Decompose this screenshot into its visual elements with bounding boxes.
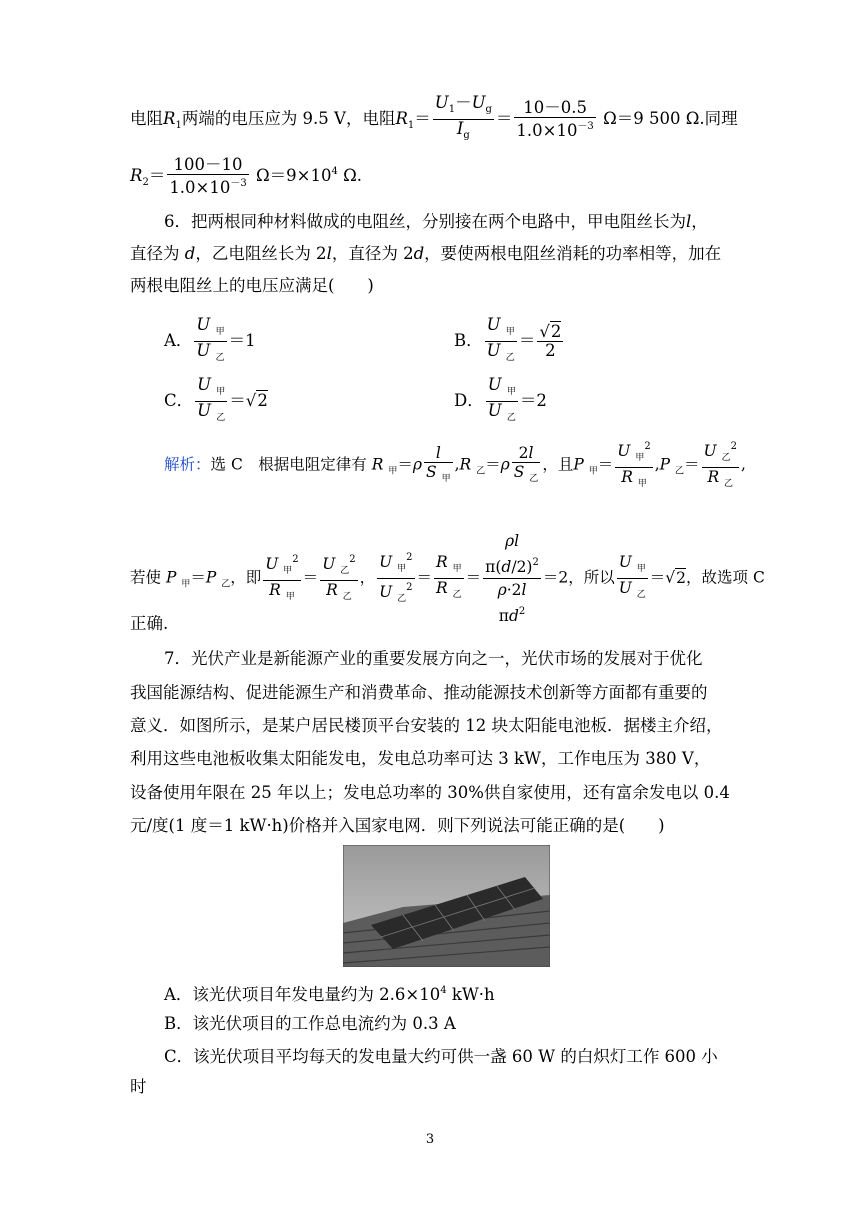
q6-analysis-line-2: 若使 P $_甲$＝P $_乙$，即 U $_甲^2$ R $_甲$ ＝ U $_乙^2$ R $_乙$ ， U $_甲^2$ U $_乙^2$ ＝ R $_甲$ R $_乙$ ＝ ρl $\pi(d/2)^2$ ρ·2l $\pi d^2$ ＝2，所以 U $_甲$ U $_乙$ ＝√2，故选项 C (130, 532, 765, 625)
q6-option-d: D． U $_甲$ U $_乙$ ＝2 (454, 375, 547, 423)
q7-stem-line-3: 意义．如图所示，是某户居民楼顶平台安装的 12 块太阳能电池板．据楼主介绍， (130, 716, 723, 735)
q7-stem-line-1: 7．光伏产业是新能源产业的重要发展方向之一，光伏市场的发展对于优化 (164, 649, 703, 668)
q7-stem-line-5: 设备使用年限在 25 年以上；发电总功率的 30%供自家使用，还有富余发电以 0.4 (130, 783, 730, 802)
q7-option-a: A．该光伏项目年发电量约为 $2.6\times 10^4$ kW·h (164, 985, 495, 1004)
prev-solution-line-1: 电阻$R_1$两端的电压应为 9.5 V，电阻$R_1=$ $\frac{U_1-U_g}{I_g}$ ＝ $\frac{10-0.5}{1.0\times 10^{-3}}$ Ω＝9 500 Ω.同理 (130, 94, 730, 145)
q6-analysis-line-3: 正确. (130, 614, 169, 633)
fraction-r2-values: $\frac{100-10}{1.0\times 10^{-3}}$ (169, 155, 247, 197)
q7-option-c-line-2: 时 (130, 1077, 147, 1096)
q6-stem-line-2: 直径为 d，乙电阻丝长为 2l，直径为 2d，要使两根电阻丝消耗的功率相等，加在 (130, 244, 722, 263)
fraction-r1: $\frac{U_1-U_g}{I_g}$ (434, 93, 492, 141)
solar-panels-photo (343, 845, 550, 967)
prev-solution-line-2: $R_2=$ $\frac{100-10}{1.0\times 10^{-3}}$ $\Omega=9\times 10^4$ Ω. (130, 155, 363, 197)
compound-fraction: ρl $\pi(d/2)^2$ ρ·2l $\pi d^2$ (485, 532, 539, 625)
q7-option-b: B．该光伏项目的工作总电流约为 0.3 A (164, 1014, 456, 1033)
q6-stem-line-1: 6．把两根同种材料做成的电阻丝，分别接在两个电路中，甲电阻丝长为l， (164, 212, 708, 231)
q7-stem-line-4: 利用这些电池板收集太阳能发电，发电总功率可达 3 kW，工作电压为 380 V， (130, 749, 711, 768)
page-number: 3 (425, 1132, 435, 1147)
q7-option-c-line-1: C．该光伏项目平均每天的发电量大约可供一盏 60 W 的白炽灯工作 600 小 (164, 1047, 718, 1066)
fraction-r1-values: $\frac{10-0.5}{1.0\times 10^{-3}}$ (516, 98, 594, 140)
q7-stem-line-6: 元/度(1 度＝1 kW·h)价格并入国家电网．则下列说法可能正确的是( ) (130, 816, 665, 835)
q6-analysis-line-1: 解析：选 C 根据电阻定律有 R $_甲$＝ρ l S $_甲$ ,R $_乙$＝ρ 2l S $_乙$ ，且P $_甲$＝ U $_甲^2$ R $_甲$ ,P $_乙$＝ U $_乙^2$ R $_乙$ , (164, 438, 764, 493)
q7-stem-line-2: 我国能源结构、促进能源生产和消费革命、推动能源技术创新等方面都有重要的 (130, 683, 708, 702)
analysis-label: 解析： (164, 455, 211, 474)
q6-option-c: C． U $_甲$ U $_乙$ ＝√2 (164, 375, 268, 423)
q6-option-a: A． U $_甲$ U $_乙$ ＝1 (164, 315, 256, 363)
q6-stem-line-3: 两根电阻丝上的电压应满足( ) (130, 276, 374, 295)
q6-option-b: B． U $_甲$ U $_乙$ ＝ $\frac{√2}{2}$ (454, 315, 562, 363)
